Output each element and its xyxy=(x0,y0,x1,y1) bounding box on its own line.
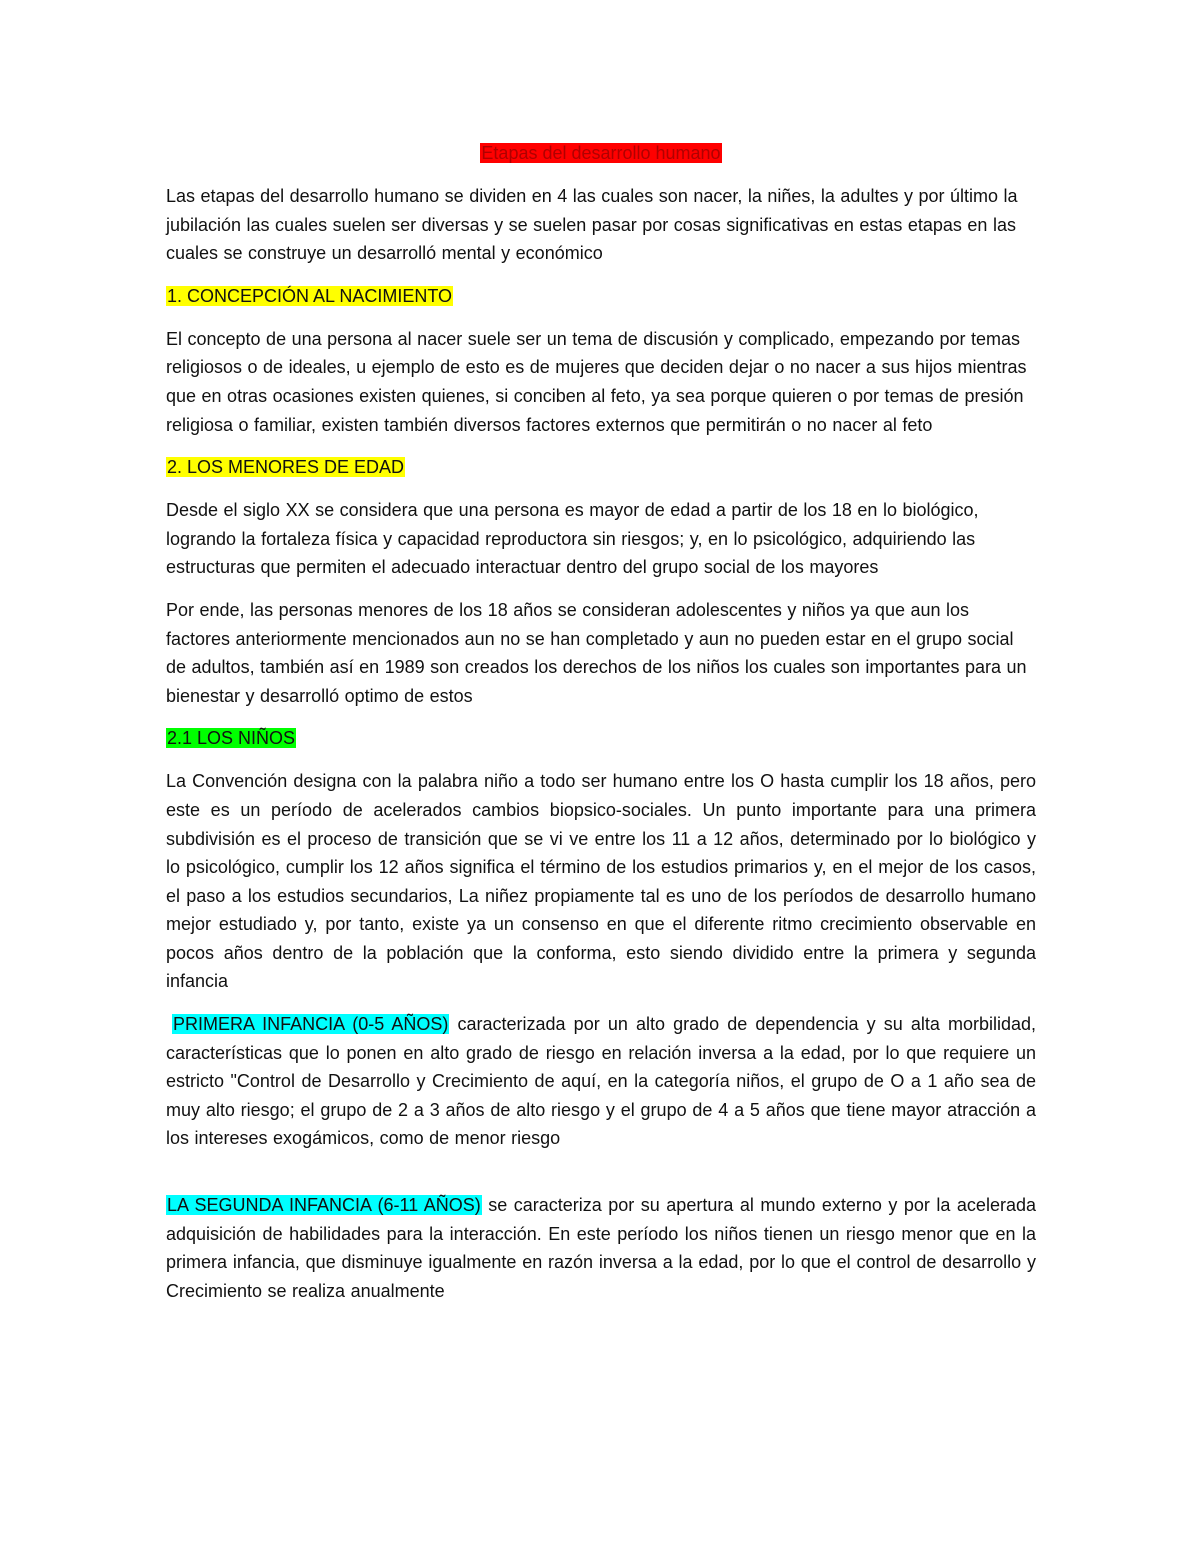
section2-heading-block xyxy=(166,453,1036,481)
section2-paragraph-1: Desde el siglo XX se considera que una persona es mayor de edad a partir de los 18 en lo biológico, logrando la fortaleza física y capacidad reproductora sin riesgos; y, en lo psicológico, adquiriendo las estructuras que permiten el adecuado interactuar dentro del grupo social de los mayores xyxy=(166,500,979,578)
spacer xyxy=(166,1167,1036,1191)
document-title: Etapas del desarrollo humano xyxy=(481,143,721,163)
section1-paragraph: El concepto de una persona al nacer suele ser un tema de discusión y complicado, empezando por temas religiosos o de ideales, u ejemplo de esto es de mujeres que deciden dejar o no nacer a sus hijos mientras que en otras ocasiones existen quienes, si conciben al feto, ya sea porque quieren o por temas de presión religiosa o familiar, existen también diversos factores externos que permitirán o no nacer al feto xyxy=(166,328,1027,435)
segunda-infancia-text: se caracteriza por su apertura al mundo externo y por la acelerada adquisición de habilidades para la interacción. En este período los niños tienen un riesgo menor que en la primera infancia, que disminuye igualmente en razón inversa a la edad, por lo que el control de desarrollo y Crecimiento se realiza anualmente xyxy=(166,1195,1036,1301)
section1-heading: 1. CONCEPCIÓN AL NACIMIENTO xyxy=(167,285,453,306)
segunda-infancia-paragraph xyxy=(166,1191,1036,1305)
primera-infancia-text: caracterizada por un alto grado de dependencia y su alta morbilidad, características que lo ponen en alto grado de riesgo en relación inversa a la edad, por lo que requiere un estricto "Control de Desarrollo y Crecimiento de aquí, en la categoría niños, el grupo de O a 1 año sea de muy alto riesgo; el grupo de 2 a 3 años de alto riesgo y el grupo de 4 a 5 años que tiene mayor atracción a los intereses exogámicos, como de menor riesgo xyxy=(166,1014,1036,1149)
section2-paragraph-2: Por ende, las personas menores de los 18 años se consideran adolescentes y niños ya que aun los factores anteriormente mencionados aun no se han completado y aun no pueden estar en el grupo social de adultos, también así en 1989 son creados los derechos de los niños los cuales son importantes para un bienestar y desarrolló optimo de estos xyxy=(166,599,1027,706)
section21-heading-block xyxy=(166,724,1036,752)
primera-infancia-label: PRIMERA INFANCIA (0-5 AÑOS) xyxy=(173,1014,449,1035)
section21-heading: 2.1 LOS NIÑOS xyxy=(167,728,296,749)
title-block xyxy=(166,140,1036,166)
section2-heading: 2. LOS MENORES DE EDAD xyxy=(167,457,405,478)
primera-infancia-paragraph xyxy=(166,1010,1036,1153)
segunda-infancia-label: LA SEGUNDA INFANCIA (6-11 AÑOS) xyxy=(167,1195,481,1216)
section21-paragraph: La Convención designa con la palabra niño a todo ser humano entre los O hasta cumplir los 18 años, pero este es un período de acelerados cambios biopsico-sociales. Un punto importante para una primera subdivisión es el proceso de transición que se vi ve entre los 11 a 12 años, determinado por lo biológico y lo psicológico, cumplir los 12 años significa el término de los estudios primarios y, en el mejor de los casos, el paso a los estudios secundarios, La niñez propiamente tal es uno de los períodos de desarrollo humano mejor estudiado y, por tanto, existe ya un consenso en que el diferente ritmo crecimiento observable en pocos años dentro de la población que la conforma, esto siendo dividido entre la primera y segunda infancia xyxy=(166,771,1036,992)
section1-heading-block xyxy=(166,282,1036,310)
intro-paragraph: Las etapas del desarrollo humano se dividen en 4 las cuales son nacer, la niñes, la adultes y por último la jubilación las cuales suelen ser diversas y se suelen pasar por cosas significativas en estas etapas en las cuales se construye un desarrolló mental y económico xyxy=(166,186,1018,264)
